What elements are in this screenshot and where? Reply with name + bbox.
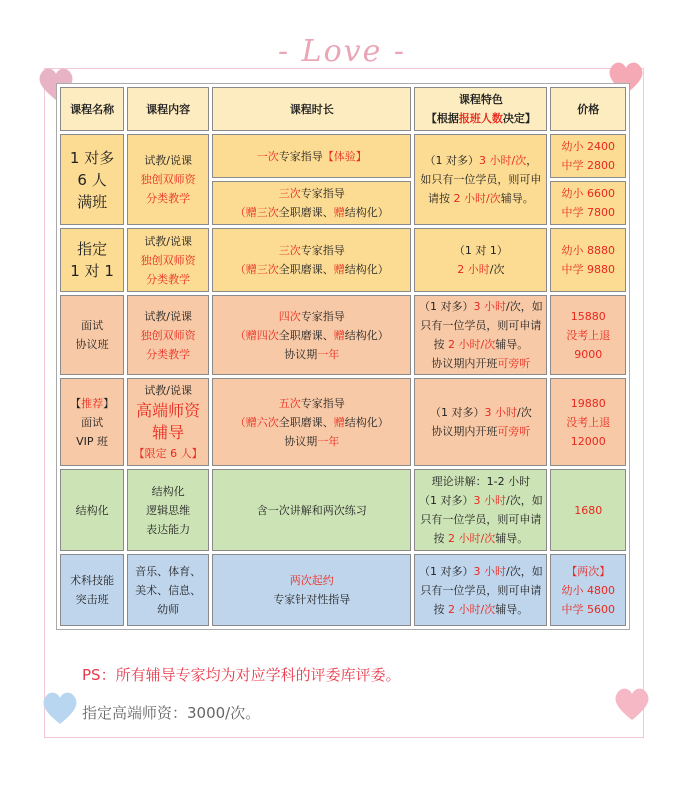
cell-text: 按 — [433, 338, 449, 351]
cell-text: 试教/说课 — [144, 154, 193, 167]
highlight-text: 2 小时/次 — [448, 532, 496, 545]
cell-course-name — [60, 295, 124, 375]
cell-line — [215, 413, 408, 432]
cell-line — [553, 203, 623, 222]
highlight-text: 2 小时/次 — [453, 192, 501, 205]
cell-text: /次，如 — [506, 300, 543, 313]
cell-line — [417, 241, 544, 260]
cell-text: 术科技能 — [70, 574, 115, 587]
cell-line — [63, 501, 121, 520]
highlight-text: 没考上退 — [566, 415, 611, 429]
cell-line — [553, 562, 623, 581]
cell-line — [130, 581, 206, 600]
cell-line — [130, 151, 206, 170]
cell-course-name — [60, 554, 124, 626]
highlight-text: 一次 — [256, 149, 279, 163]
highlight-text: 中学 7800 — [561, 206, 615, 219]
cell-text: 专家指导 — [300, 187, 345, 200]
cell-text: 【根据 — [425, 112, 459, 125]
cell-text: /次 — [489, 263, 505, 276]
header-row — [60, 87, 626, 131]
cell-price — [550, 134, 626, 178]
cell-line — [417, 472, 544, 491]
highlight-text: 3 小时 — [473, 494, 507, 507]
highlight-text: 【两次】 — [566, 564, 611, 578]
cell-line — [215, 203, 408, 222]
highlight-text: 赠 — [333, 263, 345, 276]
cell-text: /次 — [517, 406, 532, 419]
highlight-text: 【体验】 — [322, 149, 367, 163]
highlight-text: 独创双师资 — [140, 253, 196, 267]
cell-line — [553, 581, 623, 600]
cell-line — [417, 354, 544, 373]
table-row — [60, 134, 626, 178]
cell-line — [63, 432, 121, 451]
highlight-text: 一年 — [317, 434, 340, 448]
cell-line — [130, 400, 206, 422]
cell-text: 专家指导 — [300, 309, 345, 323]
highlight-text: 分类教学 — [146, 192, 191, 205]
cell-course-duration — [212, 134, 411, 178]
table-row — [60, 378, 626, 466]
highlight-text: 两次起约 — [289, 574, 334, 587]
cell-line — [63, 147, 121, 169]
cell-line — [63, 238, 121, 260]
cell-course-duration — [212, 295, 411, 375]
senior-fee-note: 指定高端师资：3000/次。 — [82, 704, 261, 722]
table-row — [60, 469, 626, 551]
cell-text: 结构化） — [344, 328, 389, 342]
cell-price — [550, 469, 626, 551]
cell-text: 逻辑思维 — [146, 503, 191, 517]
cell-course-duration — [212, 554, 411, 626]
ps-note: PS：所有辅导专家均为对应学科的评委库评委。 — [82, 666, 401, 684]
highlight-text: 三次 — [278, 244, 301, 257]
highlight-text: 可旁听 — [497, 357, 531, 370]
highlight-text: 推荐 — [81, 396, 104, 410]
cell-text: 结构化） — [344, 415, 389, 429]
cell-line — [215, 326, 408, 345]
cell-text: 【 — [70, 396, 82, 410]
cell-text: 面试 — [81, 319, 104, 332]
header-course-name — [60, 87, 124, 131]
cell-text: 协议期 — [284, 347, 318, 361]
highlight-text: 没考上退 — [566, 328, 611, 342]
highlight-text: 赠 — [333, 206, 345, 219]
cell-course-content — [127, 134, 209, 225]
cell-text: 满班 — [77, 192, 108, 211]
cell-text: （1 对多） — [419, 564, 474, 578]
cell-text: 协议期内开班 — [431, 357, 498, 370]
cell-course-feature — [414, 228, 547, 292]
cell-line — [215, 184, 408, 203]
cell-text: 协议班 — [75, 338, 109, 351]
highlight-text: 辅导 — [152, 423, 185, 442]
cell-course-duration — [212, 181, 411, 225]
cell-line — [553, 260, 623, 279]
cell-text: 全职磨课、 — [278, 263, 334, 276]
cell-line — [417, 189, 544, 208]
cell-line — [130, 381, 206, 400]
cell-line — [417, 170, 544, 189]
cell-line — [130, 189, 206, 208]
highlight-text: 2 小时/次 — [448, 338, 496, 351]
highlight-text: 五次 — [278, 396, 301, 410]
cell-text: ， — [526, 154, 538, 167]
cell-line — [553, 184, 623, 203]
cell-line — [553, 156, 623, 175]
cell-line — [553, 345, 623, 364]
highlight-text: （赠六次 — [234, 415, 279, 429]
cell-text: （1 对多） — [419, 494, 474, 507]
cell-line — [130, 100, 206, 119]
cell-line — [63, 394, 121, 413]
cell-text: 课程特色 — [458, 93, 503, 106]
cell-text: 课程时长 — [289, 102, 334, 116]
highlight-text: 三次 — [278, 187, 301, 200]
cell-text: 全职磨课、 — [278, 415, 334, 429]
cell-line — [417, 510, 544, 529]
cell-text: 协议期内开班 — [431, 425, 498, 438]
cell-line — [417, 581, 544, 600]
cell-line — [215, 501, 408, 520]
cell-course-name — [60, 134, 124, 225]
highlight-text: 中学 5600 — [561, 602, 615, 616]
cell-text: 1 对多 — [69, 148, 115, 167]
cell-text: 表达能力 — [146, 522, 191, 536]
cell-line — [130, 307, 206, 326]
highlight-text: 3 小时 — [473, 300, 507, 313]
cell-line — [553, 432, 623, 451]
cell-course-duration — [212, 469, 411, 551]
cell-line — [130, 251, 206, 270]
highlight-text: 高端师资 — [136, 401, 201, 420]
cell-text: 专家针对性指导 — [273, 593, 351, 606]
cell-course-name — [60, 469, 124, 551]
cell-line — [63, 100, 121, 119]
cell-line — [63, 571, 121, 590]
cell-course-feature — [414, 134, 547, 225]
cell-line — [417, 335, 544, 354]
cell-line — [130, 562, 206, 581]
cell-line — [215, 590, 408, 609]
table-row — [60, 554, 626, 626]
highlight-text: （赠三次 — [234, 263, 279, 276]
cell-line — [553, 241, 623, 260]
highlight-text: 分类教学 — [146, 347, 191, 361]
highlight-text: 幼小 8880 — [561, 244, 615, 257]
cell-line — [130, 345, 206, 364]
cell-text: 6 人 — [77, 170, 107, 189]
cell-text: 】 — [103, 396, 115, 410]
cell-line — [130, 170, 206, 189]
cell-line — [215, 147, 408, 166]
cell-text: （1 对多） — [419, 300, 474, 313]
highlight-text: 3 小时 — [484, 406, 518, 419]
cell-line — [215, 100, 408, 119]
cell-line — [130, 232, 206, 251]
cell-course-name — [60, 228, 124, 292]
cell-text: 幼师 — [157, 602, 180, 616]
highlight-text: 幼小 6600 — [561, 187, 615, 200]
cell-text: 全职磨课、 — [278, 328, 334, 342]
cell-line — [417, 491, 544, 510]
cell-text: 结构化） — [344, 263, 389, 276]
highlight-text: 幼小 2400 — [561, 140, 615, 153]
cell-line — [417, 109, 544, 128]
cell-line — [417, 562, 544, 581]
cell-line — [553, 326, 623, 345]
cell-text: 辅导。 — [500, 192, 534, 205]
cell-text: 结构化 — [75, 503, 109, 517]
cell-text: 指定 — [77, 240, 108, 258]
highlight-text: 独创双师资 — [140, 173, 196, 186]
highlight-text: 3 小时/次 — [479, 154, 527, 167]
cell-text: 结构化 — [151, 484, 185, 498]
highlight-text: 报班人数 — [458, 112, 503, 125]
cell-course-content — [127, 469, 209, 551]
cell-course-duration — [212, 228, 411, 292]
cell-line — [215, 571, 408, 590]
highlight-text: 赠 — [333, 415, 345, 429]
cell-text: 理论讲解：1-2 小时 — [431, 475, 531, 488]
highlight-text: 中学 9880 — [561, 263, 615, 276]
heart-icon — [40, 690, 80, 726]
cell-price — [550, 554, 626, 626]
cell-line — [215, 394, 408, 413]
cell-text: 美术、信息、 — [135, 583, 202, 597]
cell-text: 试教/说课 — [144, 234, 193, 248]
cell-line — [130, 501, 206, 520]
cell-text: 决定】 — [502, 112, 536, 125]
cell-text: 辅导。 — [495, 532, 529, 545]
cell-text: 按 — [433, 602, 449, 616]
cell-line — [417, 316, 544, 335]
highlight-text: 一年 — [317, 347, 340, 361]
highlight-text: 3 小时 — [473, 564, 507, 578]
cell-text: 按 — [433, 532, 449, 545]
highlight-text: 9000 — [574, 347, 603, 361]
highlight-text: 赠 — [333, 328, 345, 342]
cell-text: 辅导。 — [495, 338, 529, 351]
cell-course-content — [127, 554, 209, 626]
cell-line — [417, 529, 544, 548]
cell-line — [417, 260, 544, 279]
highlight-text: （赠三次 — [234, 206, 279, 219]
highlight-text: 12000 — [570, 434, 606, 448]
highlight-text: （赠四次 — [234, 328, 279, 342]
highlight-text: 2 小时 — [457, 263, 490, 276]
cell-text: 全职磨课、 — [278, 206, 334, 219]
cell-line — [63, 191, 121, 213]
cell-course-name — [60, 378, 124, 466]
cell-text: /次，如 — [506, 494, 543, 507]
cell-text: 专家指导 — [278, 149, 323, 163]
cell-text: （1 对 1） — [453, 244, 508, 257]
cell-line — [553, 394, 623, 413]
cell-line — [63, 335, 121, 354]
header-course-content — [127, 87, 209, 131]
highlight-text: 独创双师资 — [140, 328, 196, 342]
cell-course-content — [127, 228, 209, 292]
love-title: - Love - — [277, 34, 407, 69]
cell-text: 试教/说课 — [144, 384, 193, 397]
highlight-text: 中学 2800 — [561, 159, 615, 172]
cell-price — [550, 181, 626, 225]
highlight-text: 19880 — [570, 396, 606, 410]
cell-text: （1 对多） — [424, 154, 480, 167]
cell-text: 面试 — [81, 415, 104, 429]
cell-line — [130, 422, 206, 444]
cell-line — [417, 422, 544, 441]
cell-text: 结构化） — [344, 206, 389, 219]
cell-text: 课程名称 — [70, 102, 115, 116]
highlight-text: 可旁听 — [497, 425, 531, 438]
cell-text: 价格 — [577, 102, 600, 116]
cell-line — [63, 169, 121, 191]
cell-text: 只有一位学员，则可申请 — [420, 319, 542, 332]
cell-line — [130, 482, 206, 501]
cell-line — [553, 600, 623, 619]
cell-line — [553, 100, 623, 119]
header-price — [550, 87, 626, 131]
heart-icon — [612, 686, 652, 722]
table-row — [60, 228, 626, 292]
cell-line — [63, 590, 121, 609]
cell-line — [130, 270, 206, 289]
cell-line — [63, 316, 121, 335]
highlight-text: 【限定 6 人】 — [133, 447, 203, 460]
header-course-feature — [414, 87, 547, 131]
header-course-duration — [212, 87, 411, 131]
highlight-text: 2 小时/次 — [448, 602, 496, 616]
cell-line — [215, 432, 408, 451]
course-price-table — [56, 83, 630, 630]
cell-text: 辅导。 — [495, 602, 529, 616]
cell-line — [417, 90, 544, 109]
cell-line — [553, 501, 623, 520]
cell-text: 专家指导 — [300, 396, 345, 410]
highlight-text: 四次 — [278, 309, 301, 323]
cell-line — [215, 345, 408, 364]
cell-course-duration — [212, 378, 411, 466]
cell-text: 只有一位学员，则可申请 — [420, 513, 542, 526]
highlight-text: 分类教学 — [146, 272, 191, 286]
cell-line — [417, 151, 544, 170]
cell-line — [215, 307, 408, 326]
cell-course-feature — [414, 295, 547, 375]
cell-text: 音乐、体育、 — [135, 564, 202, 578]
cell-course-feature — [414, 469, 547, 551]
cell-line — [215, 241, 408, 260]
highlight-text: 幼小 4800 — [561, 583, 615, 597]
cell-course-feature — [414, 554, 547, 626]
cell-line — [553, 413, 623, 432]
cell-line — [130, 326, 206, 345]
cell-line — [215, 260, 408, 279]
cell-text: /次，如 — [506, 564, 543, 578]
cell-price — [550, 378, 626, 466]
cell-line — [130, 444, 206, 463]
cell-text: 只有一位学员，则可申请 — [420, 583, 542, 597]
highlight-text: 1680 — [574, 503, 603, 517]
cell-text: 专家指导 — [300, 244, 345, 257]
cell-text: （1 对多） — [430, 406, 485, 419]
cell-line — [417, 297, 544, 316]
cell-price — [550, 228, 626, 292]
cell-text: 1 对 1 — [70, 262, 114, 280]
cell-price — [550, 295, 626, 375]
cell-text: 课程内容 — [146, 102, 191, 116]
cell-line — [553, 137, 623, 156]
highlight-text: 15880 — [570, 309, 606, 323]
cell-line — [553, 307, 623, 326]
cell-line — [130, 600, 206, 619]
cell-text: 如只有一位学员，则可申 — [420, 173, 542, 186]
cell-text: 试教/说课 — [144, 309, 193, 323]
cell-line — [130, 520, 206, 539]
cell-text: 请按 — [428, 192, 454, 205]
cell-text: 含一次讲解和两次练习 — [256, 503, 367, 517]
cell-course-feature — [414, 378, 547, 466]
table-row — [60, 295, 626, 375]
cell-line — [417, 403, 544, 422]
cell-line — [63, 413, 121, 432]
cell-course-content — [127, 378, 209, 466]
cell-text: VIP 班 — [76, 434, 109, 448]
cell-course-content — [127, 295, 209, 375]
cell-line — [417, 600, 544, 619]
cell-text: 协议期 — [284, 434, 318, 448]
cell-text: 突击班 — [75, 593, 109, 606]
cell-line — [63, 260, 121, 282]
